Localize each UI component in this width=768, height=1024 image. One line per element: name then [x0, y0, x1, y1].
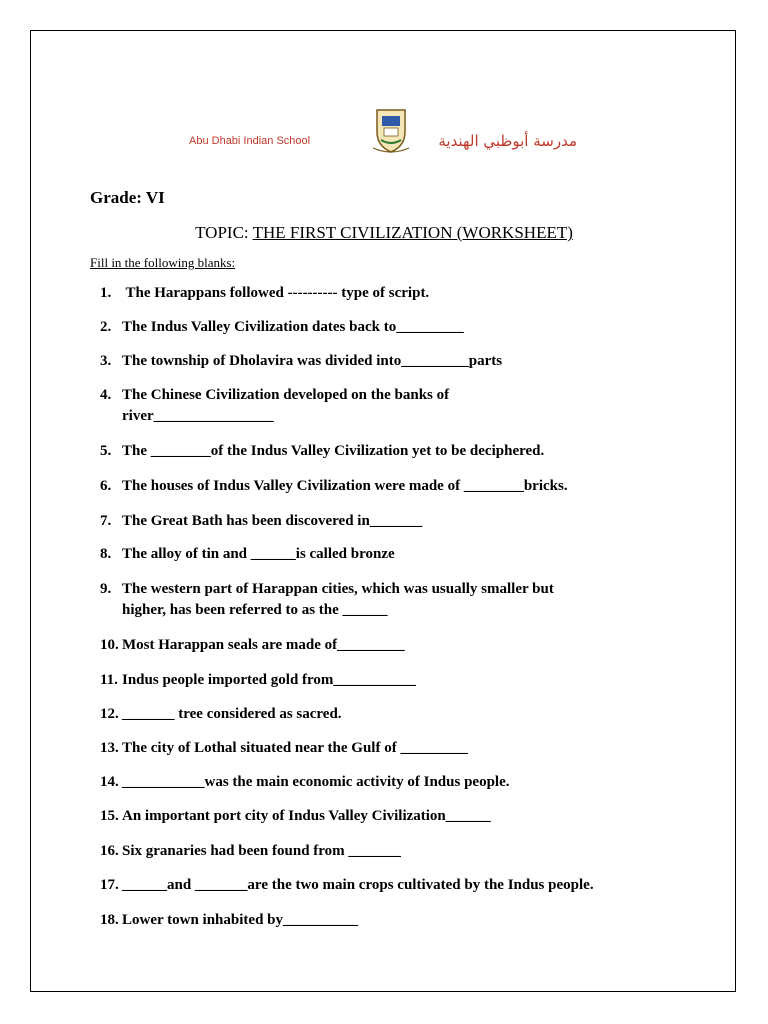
question-text-continued: higher, has been referred to as the ______ [122, 602, 388, 618]
question-text: The houses of Indus Valley Civilization were made of ________bricks. [122, 478, 568, 494]
question-text: Indus people imported gold from___________ [122, 672, 416, 688]
question-item [100, 319, 464, 336]
question-text: The western part of Harappan cities, which was usually smaller but [122, 581, 554, 597]
question-item [100, 672, 416, 689]
question-number: 7. [100, 513, 112, 529]
question-number: 12. [100, 706, 119, 722]
question-text: _______ tree considered as sacred. [122, 706, 342, 722]
question-item [100, 285, 429, 302]
question-number: 4. [100, 387, 112, 403]
question-number: 2. [100, 319, 112, 335]
question-text: The Indus Valley Civilization dates back to_________ [122, 319, 464, 335]
question-number: 14. [100, 774, 119, 790]
question-item [100, 912, 358, 929]
question-number: 13. [100, 740, 119, 756]
question-item [100, 877, 594, 894]
question-number: 18. [100, 912, 119, 928]
question-text: Lower town inhabited by__________ [122, 912, 359, 928]
question-number: 15. [100, 808, 119, 824]
question-item [100, 706, 342, 723]
question-text: The city of Lothal situated near the Gulf of _________ [122, 740, 468, 756]
question-text: ______and _______are the two main crops cultivated by the Indus people. [122, 877, 594, 893]
question-item [100, 353, 502, 370]
question-text: Six granaries had been found from _______ [122, 843, 401, 859]
school-header [189, 102, 589, 172]
question-text: Most Harappan seals are made of_________ [122, 637, 405, 653]
instruction-text: Fill in the following blanks: [90, 255, 236, 270]
question-item [100, 808, 491, 825]
school-name-english: Abu Dhabi Indian School [189, 135, 311, 147]
question-text: The Great Bath has been discovered in_______ [122, 513, 423, 529]
question-item [100, 546, 395, 563]
question-number: 10. [100, 637, 119, 653]
question-text: The Chinese Civilization developed on the banks of [122, 387, 450, 403]
school-name-arabic: مدرسة أبوظبي الهندية [438, 132, 577, 150]
question-text: The township of Dholavira was divided into_________parts [122, 353, 503, 369]
question-item [100, 581, 554, 619]
question-number: 11. [100, 672, 118, 688]
school-crest-logo [371, 106, 411, 156]
question-number: 9. [100, 581, 112, 597]
question-text: The ________of the Indus Valley Civilization yet to be deciphered. [122, 443, 545, 459]
question-text: The Harappans followed ---------- type of script. [122, 285, 430, 301]
question-text: ___________was the main economic activity of Indus people. [122, 774, 510, 790]
question-text: The alloy of tin and ______is called bronze [122, 546, 395, 562]
question-item [100, 387, 449, 425]
question-item [100, 478, 568, 495]
question-number: 16. [100, 843, 119, 859]
question-number: 3. [100, 353, 112, 369]
topic-label: TOPIC: [195, 223, 253, 242]
grade-label: Grade: VI [90, 188, 165, 207]
question-number: 6. [100, 478, 112, 494]
topic-heading [0, 223, 768, 243]
question-item [100, 843, 401, 860]
question-number: 8. [100, 546, 112, 562]
question-number: 5. [100, 443, 112, 459]
question-text-continued: river________________ [122, 408, 274, 424]
question-item [100, 513, 422, 530]
topic-title: THE FIRST CIVILIZATION (WORKSHEET) [252, 223, 573, 242]
question-item [100, 637, 405, 654]
question-number: 1. [100, 285, 112, 301]
question-number: 17. [100, 877, 119, 893]
question-item [100, 774, 510, 791]
question-item [100, 443, 544, 460]
question-text: An important port city of Indus Valley Civilization______ [122, 808, 491, 824]
question-item [100, 740, 468, 757]
